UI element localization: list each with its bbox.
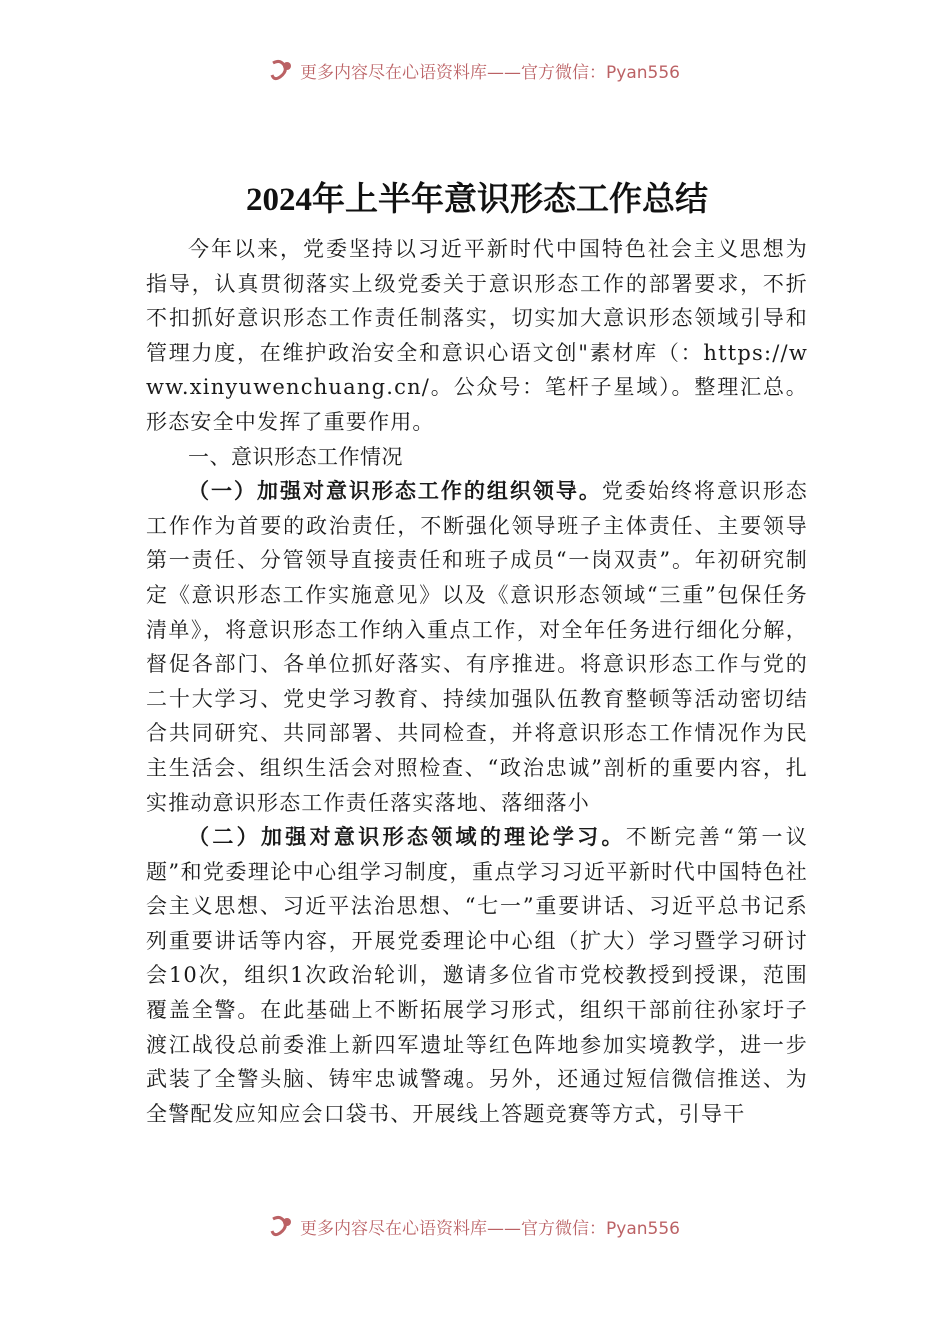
watermark-banner-bottom (0, 1211, 950, 1241)
paragraph-lead: （一）加强对意识形态工作的组织领导。 (188, 478, 602, 504)
paragraph-body: 党委始终将意识形态工作作为首要的政治责任，不断强化领导班子主体责任、主要领导第一责任、分管领导直接责任和班子成员“一岗双责”。年初研究制定《意识形态工作实施意见》以及《意识形态领域“三重”包保任务清单》，将意识形态工作纳入重点工作，对全年任务进行细化分解，督促各部门、各单位抓好落实、有序推进。将意识形态工作与党的二十大学习、党史学习教育、持续加强队伍教育整顿等活动密切结合共同研究、共同部署、共同检查，并将意识形态工作情况作为民主生活会、组织生活会对照检查、“政治忠诚”剖析的重要内容，扎实推动意识形态工作责任落实落地、落细落小 (146, 479, 808, 815)
watermark-text: 更多内容尽在心语资料库——官方微信：Pyan556 (300, 62, 680, 83)
document-title: 2024年上半年意识形态工作总结 (246, 182, 708, 218)
section1-paragraph-2 (146, 820, 808, 1131)
watermark-logo-icon (270, 59, 294, 81)
intro-paragraph: 今年以来，党委坚持以习近平新时代中国特色社会主义思想为指导，认真贯彻落实上级党委关于意识形态工作的部署要求，不折不扣抓好意识形态工作责任制落实，切实加大意识形态领域引导和管理力度，在维护政治安全和意识心语文创"素材库（：https://www.xinyuwenchuang.cn/。公众号：笔杆子星域）。整理汇总。形态安全中发挥了重要作用。 (146, 237, 808, 434)
watermark-text: 更多内容尽在心语资料库——官方微信：Pyan556 (300, 1218, 680, 1239)
paragraph-lead: （二）加强对意识形态领域的理论学习。 (188, 824, 626, 850)
section1-paragraph-1 (146, 474, 808, 820)
paragraph-body: 不断完善“第一议题”和党委理论中心组学习制度，重点学习习近平新时代中国特色社会主义思想、习近平法治思想、“七一”重要讲话、习近平总书记系列重要讲话等内容，开展党委理论中心组（扩大）学习暨学习研讨会10次，组织1次政治轮训，邀请多位省市党校教授到授课，范围覆盖全警。在此基础上不断拓展学习形式，组织干部前往孙家圩子渡江战役总前委淮上新四军遗址等红色阵地参加实境教学，进一步武装了全警头脑、铸牢忠诚警魂。另外，还通过短信微信推送、为全警配发应知应会口袋书、开展线上答题竞赛等方式，引导干 (146, 825, 808, 1126)
document-body (146, 172, 808, 1131)
watermark-logo-icon (270, 1215, 294, 1237)
watermark-banner-top (0, 55, 950, 85)
section-heading-1: 一、意识形态工作情况 (188, 444, 403, 469)
